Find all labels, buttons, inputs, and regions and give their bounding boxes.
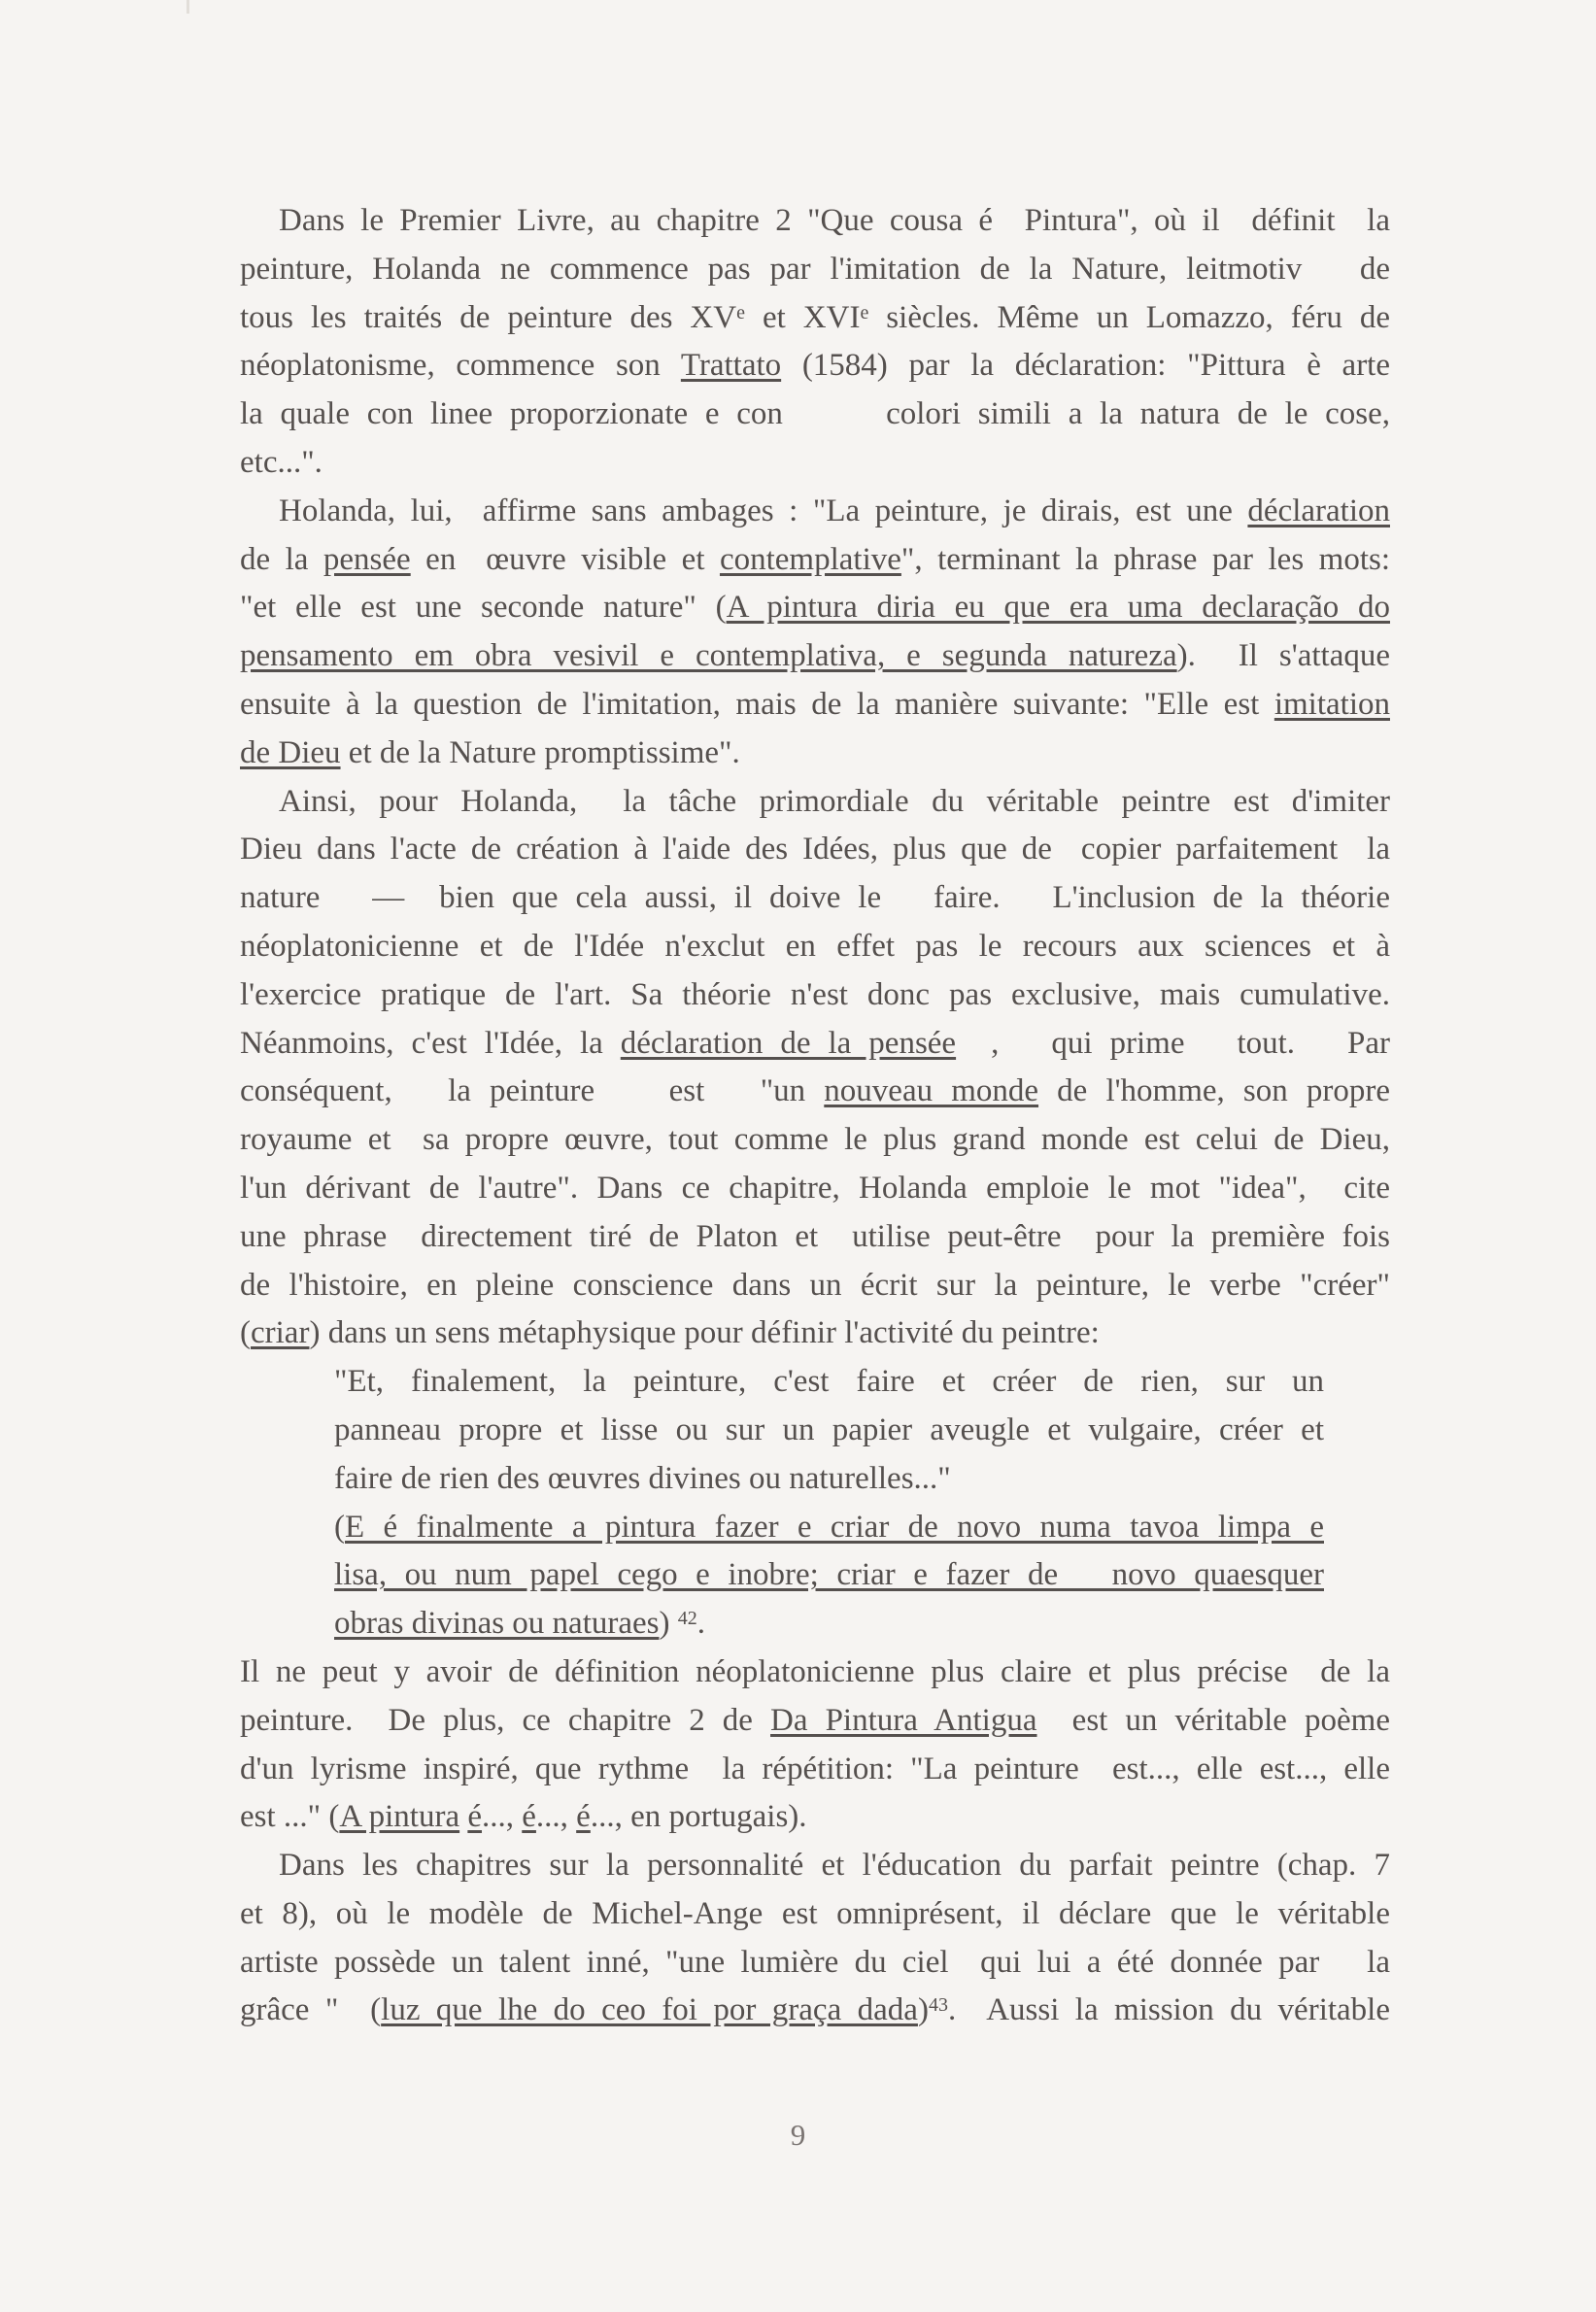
text-line-q-l3: faire de rien des œuvres divines ou naturelles..." — [334, 1460, 951, 1496]
text-line-p5-l4: grâce " (luz que lhe do ceo foi por graça dada)$^{43}$. Aussi la mission du véritable — [240, 1992, 1390, 2028]
text-line-p3-l6: Néanmoins, c'est l'Idée, la déclaration de la pensée , qui prime tout. Par — [240, 1025, 1391, 1061]
text-line-p4-l2: peinture. De plus, ce chapitre 2 de Da Pintura Antigua est un véritable poème — [240, 1702, 1390, 1738]
text-line-p2-l4: pensamento em obra vesivil e contemplativa, e segunda natureza). Il s'attaque — [240, 638, 1390, 674]
text-line-p1-l3: tous les traités de peinture des XVe et XVIe siècles. Même un Lomazzo, féru de — [240, 299, 1391, 335]
text-line-p5-l2: et 8), où le modèle de Michel-Ange est omniprésent, il déclare que le véritable — [240, 1895, 1390, 1931]
text-line-p5-l3: artiste possède un talent inné, "une lumière du ciel qui lui a été donnée par la — [240, 1944, 1390, 1980]
text-line-p3-l9: l'un dérivant de l'autre". Dans ce chapitre, Holanda emploie le mot "idea", cite — [240, 1170, 1390, 1206]
text-line-p3-l12: (criar) dans un sens métaphysique pour définir l'activité du peintre: — [240, 1315, 1100, 1351]
text-line-q-l5: lisa, ou num papel cego e inobre; criar e fazer de novo quaesquer — [334, 1557, 1324, 1593]
page-number: 9 — [790, 2118, 806, 2152]
text-line-p1-l6: etc...". — [240, 444, 323, 480]
text-line-p2-l3: "et elle est une seconde nature" (A pintura diria eu que era uma declaração do — [240, 590, 1391, 626]
body-text — [240, 197, 1390, 2035]
text-line-p3-l1: Ainsi, pour Holanda, la tâche primordiale du véritable peintre est d'imiter — [279, 783, 1390, 819]
text-line-q-l6: obras divinas ou naturaes) $^{42}$. — [334, 1606, 705, 1642]
text-line-p1-l5: la quale con linee proporzionate e con colori simili a la natura de le cose, — [240, 396, 1390, 432]
text-line-p3-l4: néoplatonicienne et de l'Idée n'exclut en effet pas le recours aux sciences et à — [240, 928, 1390, 964]
text-line-p2-l1: Holanda, lui, affirme sans ambages : "La peinture, je dirais, est une déclaration — [279, 493, 1390, 528]
text-line-p5-l1: Dans les chapitres sur la personnalité et l'éducation du parfait peintre (chap. 7 — [279, 1848, 1390, 1884]
text-line-p2-l2: de la pensée en œuvre visible et contemplative", terminant la phrase par les mots: — [240, 541, 1390, 577]
text-line-p4-l4: est ..." (A pintura é..., é..., é..., en portugais). — [240, 1799, 807, 1835]
text-line-p3-l10: une phrase directement tiré de Platon et utilise peut-être pour la première fois — [240, 1218, 1390, 1254]
text-line-q-l2: panneau propre et lisse ou sur un papier aveugle et vulgaire, créer et — [334, 1411, 1324, 1447]
text-line-p3-l5: l'exercice pratique de l'art. Sa théorie n'est donc pas exclusive, mais cumulative. — [240, 976, 1390, 1012]
text-line-p2-l6: de Dieu et de la Nature promptissime". — [240, 734, 740, 770]
text-line-p2-l5: ensuite à la question de l'imitation, mais de la manière suivante: "Elle est imitation — [240, 686, 1390, 722]
text-line-p1-l2: peinture, Holanda ne commence pas par l'imitation de la Nature, leitmotiv de — [240, 251, 1390, 287]
scan-mark — [187, 0, 189, 14]
text-line-p3-l11: de l'histoire, en pleine conscience dans un écrit sur la peinture, le verbe "créer" — [240, 1267, 1390, 1303]
text-line-p3-l3: nature — bien que cela aussi, il doive le faire. L'inclusion de la théorie — [240, 880, 1390, 916]
text-line-p3-l7: conséquent, la peinture est "un nouveau monde de l'homme, son propre — [240, 1073, 1391, 1109]
text-line-p4-l3: d'un lyrisme inspiré, que rythme la répétition: "La peinture est..., elle est..., elle — [240, 1751, 1390, 1786]
text-line-q-l1: "Et, finalement, la peinture, c'est faire et créer de rien, sur un — [334, 1364, 1324, 1400]
text-line-q-l4: (E é finalmente a pintura fazer e criar de novo numa tavoa limpa e — [334, 1509, 1324, 1545]
text-line-p1-l4: néoplatonisme, commence son Trattato (1584) par la déclaration: "Pittura è arte — [240, 348, 1390, 384]
text-line-p1-l1: Dans le Premier Livre, au chapitre 2 "Que cousa é Pintura", où il définit la — [279, 203, 1390, 238]
text-line-p3-l8: royaume et sa propre œuvre, tout comme le plus grand monde est celui de Dieu, — [240, 1122, 1390, 1158]
text-line-p4-l1: Il ne peut y avoir de définition néoplatonicienne plus claire et plus précise de la — [240, 1653, 1390, 1689]
text-line-p3-l2: Dieu dans l'acte de création à l'aide des Idées, plus que de copier parfaitement la — [240, 832, 1390, 867]
